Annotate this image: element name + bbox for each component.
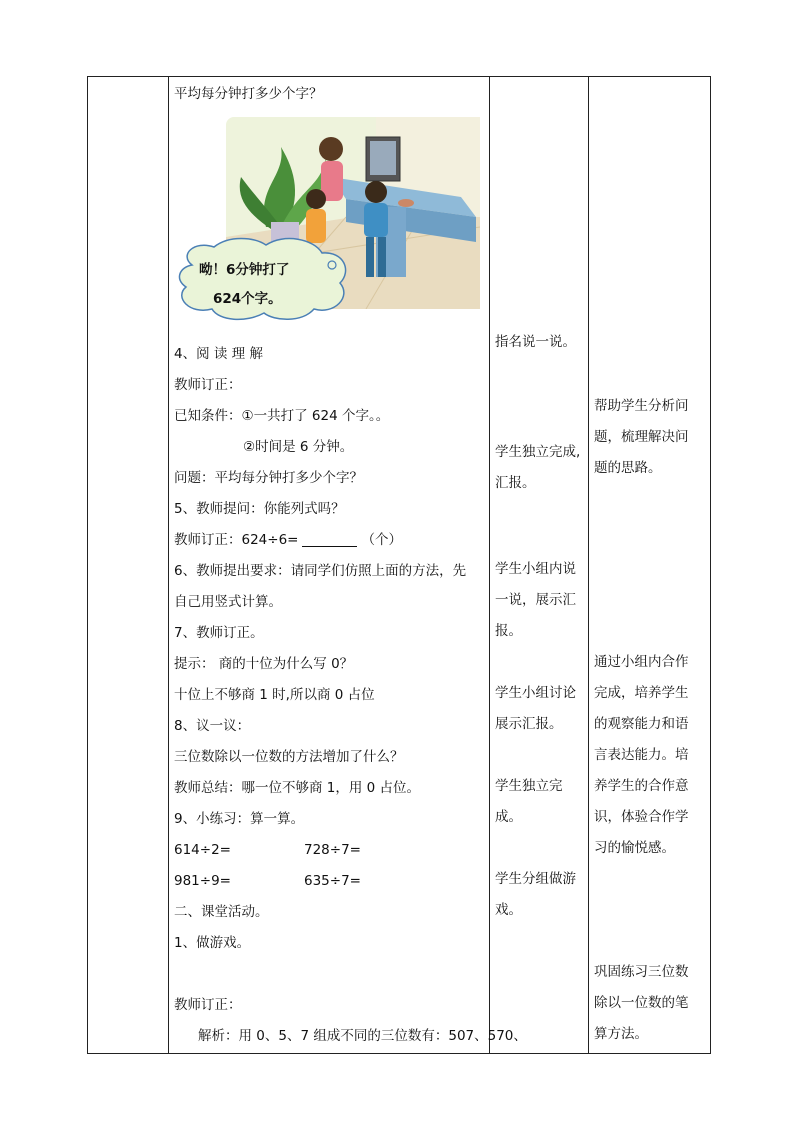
student-note-5: 学生独立完成。 xyxy=(495,778,563,825)
student-note-1: 指名说一说。 xyxy=(495,334,576,350)
exercise-1: 614÷2= xyxy=(174,842,231,858)
student-note-6b: 戏。 xyxy=(495,902,522,918)
student-activity-cell xyxy=(490,77,589,1054)
intent-note-1b: 题，梳理解决问 xyxy=(594,429,689,445)
spacer-line xyxy=(174,959,485,990)
design-intent-cell xyxy=(589,77,711,1054)
formula-line xyxy=(174,525,485,556)
known-condition-2: ②时间是 6 分钟。 xyxy=(243,439,354,455)
student-note-4b: 展示汇报。 xyxy=(495,716,563,732)
exercise-2: 728÷7= xyxy=(304,842,361,858)
intent-note-1c: 题的思路。 xyxy=(594,460,662,476)
hint-line: 提示： 商的十位为什么写 0？ xyxy=(174,656,354,672)
empty-column-cell xyxy=(88,77,169,1054)
hint-answer: 十位上不够商 1 时,所以商 0 占位 xyxy=(174,687,375,703)
intent-note-2f: 识，体验合作学 xyxy=(594,809,689,825)
step-8-discuss: 8、议一议： xyxy=(174,718,251,734)
step-4-reading: 4、阅 读 理 解 xyxy=(174,346,263,362)
step-6-requirement: 6、教师提出要求：请同学们仿照上面的方法，先 xyxy=(174,563,467,579)
known-condition-1: 已知条件：①一共打了 624 个字。。 xyxy=(174,408,390,424)
student-note-3c: 报。 xyxy=(495,623,522,639)
analysis-line: 解析：用 0、5、7 组成不同的三位数有：507、570、 xyxy=(198,1028,527,1044)
intent-note-3a: 巩固练习三位数 xyxy=(594,964,689,980)
typing-illustration xyxy=(199,117,480,327)
section-classroom-activity: 二、课堂活动。 xyxy=(174,904,269,920)
step-9-practice: 9、小练习：算一算。 xyxy=(174,811,305,827)
intent-note-2g: 习的愉悦感。 xyxy=(594,840,675,856)
bubble-line-2: 624个字。 xyxy=(213,291,282,307)
intent-note-3b: 除以一位数的笔 xyxy=(594,995,689,1011)
question-line: 问题：平均每分钟打多少个字？ xyxy=(174,470,363,486)
formula-suffix: （个） xyxy=(361,532,402,548)
activity-1-game: 1、做游戏。 xyxy=(174,935,251,951)
lesson-plan-table xyxy=(87,76,711,1054)
question-text: 平均每分钟打多少个字？ xyxy=(174,86,323,102)
student-note-3a: 学生小组内说 xyxy=(495,561,576,577)
intent-note-2d: 言表达能力。培 xyxy=(594,747,689,763)
formula-prefix: 教师订正：624÷6= xyxy=(174,532,299,548)
exercise-4: 635÷7= xyxy=(304,873,361,889)
step-7-correction: 7、教师订正。 xyxy=(174,625,264,641)
student-note-2b: 汇报。 xyxy=(495,475,536,491)
step-5-question: 5、教师提问：你能列式吗？ xyxy=(174,501,345,517)
student-note-2a: 学生独立完成, xyxy=(495,444,581,460)
discuss-question: 三位数除以一位数的方法增加了什么？ xyxy=(174,749,404,765)
intent-note-2c: 的观察能力和语 xyxy=(594,716,689,732)
intent-note-2b: 完成，培养学生 xyxy=(594,685,689,701)
speech-bubble xyxy=(174,235,354,321)
teacher-correction: 教师订正： xyxy=(174,377,242,393)
student-note-4a: 学生小组讨论 xyxy=(495,685,576,701)
teacher-correction-2: 教师订正： xyxy=(174,997,242,1013)
answer-blank xyxy=(302,528,357,547)
student-note-6a: 学生分组做游 xyxy=(495,871,576,887)
intent-note-3c: 算方法。 xyxy=(594,1026,648,1042)
intent-note-1a: 帮助学生分析问 xyxy=(594,398,689,414)
exercise-row-2 xyxy=(174,866,485,897)
intent-note-2e: 养学生的合作意 xyxy=(594,778,689,794)
exercise-row-1 xyxy=(174,835,485,866)
bubble-line-1: 呦！6分钟打了 xyxy=(199,262,290,278)
step-6-continued: 自己用竖式计算。 xyxy=(174,594,282,610)
student-note-3b: 一说，展示汇 xyxy=(495,592,576,608)
intent-note-2a: 通过小组内合作 xyxy=(594,654,689,670)
teacher-summary: 教师总结：哪一位不够商 1，用 0 占位。 xyxy=(174,780,421,796)
exercise-3: 981÷9= xyxy=(174,873,231,889)
